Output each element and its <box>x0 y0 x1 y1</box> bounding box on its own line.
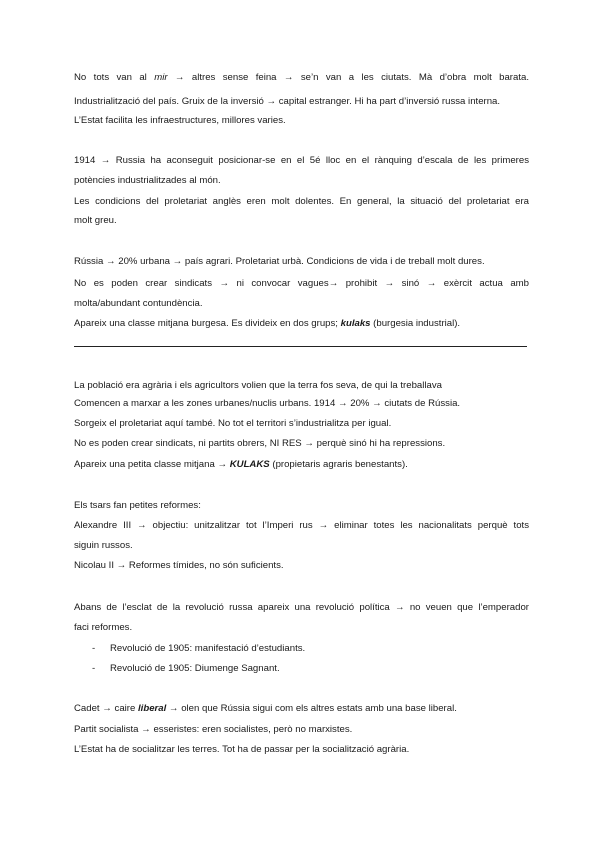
text-line: L’Estat facilita les infraestructures, millores varies. <box>74 115 286 126</box>
text-line: siguin russos. <box>74 540 133 551</box>
text-line: Nicolau II → Reformes tímides, no són suficients. <box>74 560 284 571</box>
text-line: L’Estat ha de socialitzar les terres. Tot ha de passar per la socialització agrària. <box>74 744 410 755</box>
text-span: Apareix una classe mitjana burgesa. Es divideix en dos grups; <box>74 318 341 329</box>
text-line: faci reformes. <box>74 622 133 633</box>
text-line: Alexandre III → objectiu: unitzalitzar tot l’Imperi rus → eliminar totes les nacionalitats perquè tots <box>74 520 529 531</box>
text-line: Abans de l’esclat de la revolució russa apareix una revolució política → no veuen que l’emperador <box>74 602 529 613</box>
text-line: No es poden crear sindicats → ni convocar vagues→ prohibit → sinó → exèrcit actua amb <box>74 278 529 289</box>
text-line: Comencen a marxar a les zones urbanes/nuclis urbans. 1914 → 20% → ciutats de Rússia. <box>74 398 461 409</box>
italic-term: mir <box>154 72 168 83</box>
bold-term: liberal <box>138 703 167 714</box>
bullet-marker: - <box>92 643 96 654</box>
text-line: No es poden crear sindicats, ni partits obrers, NI RES → perquè sinó hi ha repressions. <box>74 438 446 449</box>
text-line: molta/abundant contundència. <box>74 298 203 309</box>
text-line: Sorgeix el proletariat aquí també. No tot el territori s’industrialitza per igual. <box>74 418 392 429</box>
text-span: → altres sense feina → se’n van a les ciutats. Mà d’obra molt barata. <box>167 72 529 83</box>
list-item: Revolució de 1905: Diumenge Sagnant. <box>110 663 280 674</box>
bold-term: KULAKS <box>229 459 270 470</box>
text-line: Industrialització del país. Gruix de la inversió → capital estranger. Hi ha part d’inversió russa interna. <box>74 96 501 107</box>
text-span: No tots van al <box>74 72 155 83</box>
text-line: molt greu. <box>74 215 117 226</box>
text-span: (propietaris agraris benestants). <box>269 459 408 470</box>
text-line: Partit socialista → esseristes: eren socialistes, però no marxistes. <box>74 724 353 735</box>
bold-term: kulaks <box>340 318 371 329</box>
text-span: Cadet → caire <box>74 703 138 714</box>
text-line <box>74 459 529 471</box>
text-line: Les condicions del proletariat anglès eren molt dolentes. En general, la situació del proletariat era <box>74 196 529 207</box>
text-line: Els tsars fan petites reformes: <box>74 500 201 511</box>
text-line: Rússia → 20% urbana → país agrari. Proletariat urbà. Condicions de vida i de treball molt dures. <box>74 256 485 267</box>
text-line: La població era agrària i els agricultors volien que la terra fos seva, de qui la treballava <box>74 380 442 391</box>
text-span: (burgesia industrial). <box>370 318 461 329</box>
text-line: potències industrialitzades al món. <box>74 175 221 186</box>
text-span: → olen que Rússia sigui com els altres estats amb una base liberal. <box>166 703 457 714</box>
text-span: Apareix una petita classe mitjana → <box>74 459 230 470</box>
text-line <box>74 318 529 330</box>
separator-line <box>74 346 527 347</box>
list-item: Revolució de 1905: manifestació d’estudiants. <box>110 643 306 654</box>
bullet-marker: - <box>92 663 96 674</box>
text-line: 1914 → Russia ha aconseguit posicionar-se en el 5é lloc en el rànquing d’escala de les primeres <box>74 155 529 166</box>
text-line <box>74 72 529 84</box>
text-line <box>74 703 529 715</box>
